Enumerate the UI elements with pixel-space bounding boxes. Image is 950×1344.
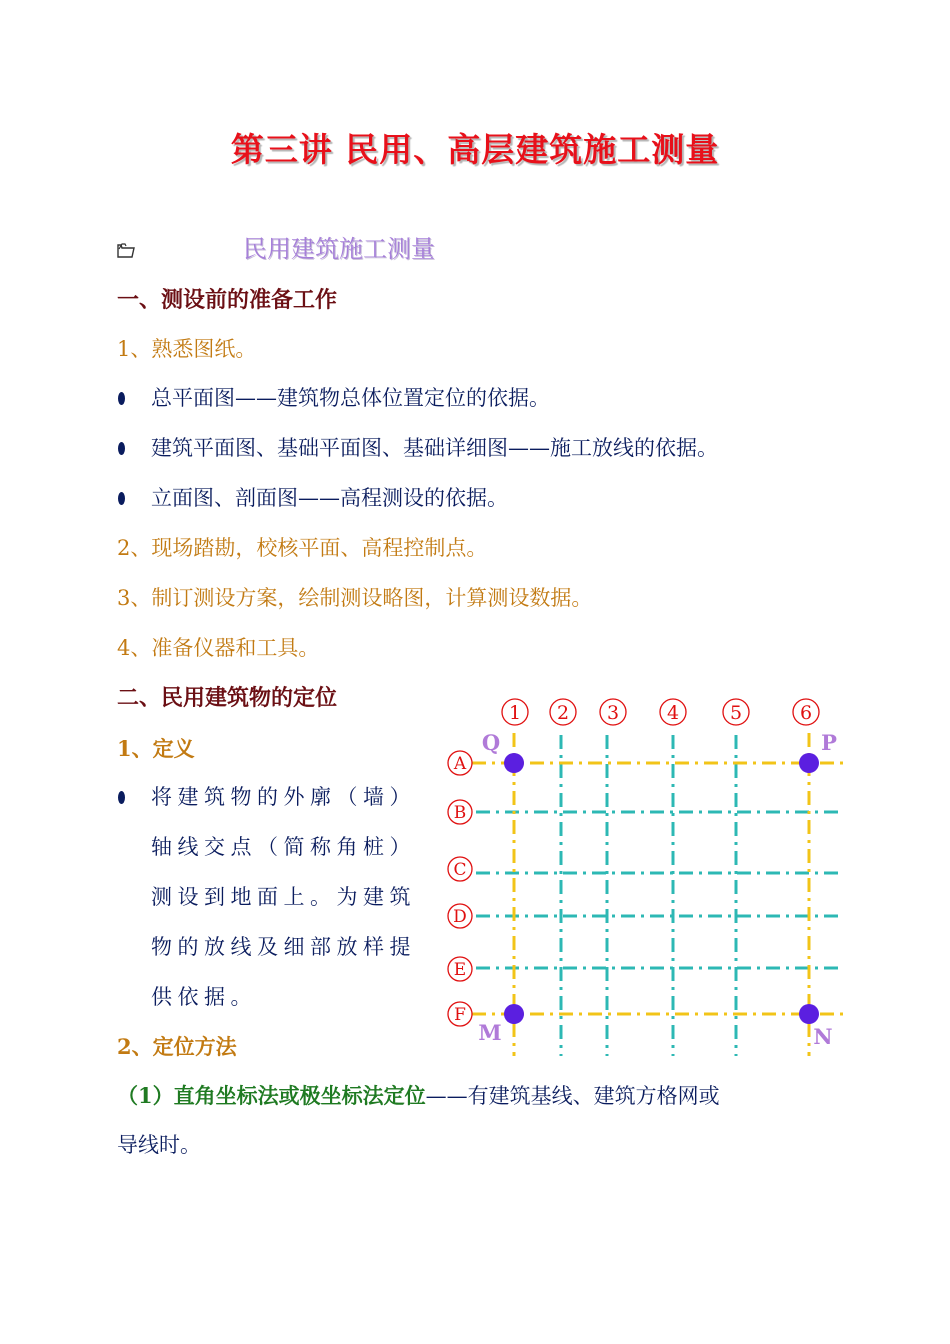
corner-point-marker [504, 753, 524, 773]
column-label: 6 [799, 702, 813, 724]
item-1: 1、熟悉图纸。 [117, 337, 257, 361]
row-label: C [453, 860, 467, 880]
grid-lines [472, 733, 846, 1056]
corner-label: P [821, 730, 837, 755]
section-title: 民用建筑施工测量 [243, 235, 435, 263]
corner-label: Q [481, 730, 501, 755]
corner-point-marker [799, 753, 819, 773]
definition-line: 物的放线及细部放样提 [151, 935, 416, 959]
bullet-dot [118, 791, 125, 804]
row-label: D [453, 907, 467, 927]
bullet-dot [118, 392, 125, 405]
definition-line: 测设到地面上。为建筑 [151, 885, 416, 909]
corner-points [504, 753, 819, 1024]
bullet-item: 立面图、剖面图——高程测设的依据。 [151, 486, 508, 510]
bullet-dot [118, 442, 125, 455]
subheading-method: 2、定位方法 [117, 1034, 237, 1059]
corner-point-marker [504, 1004, 524, 1024]
item-2: 2、现场踏勘，校核平面、高程控制点。 [117, 536, 488, 560]
column-label: 1 [508, 702, 522, 724]
axis-grid-diagram [440, 690, 860, 1070]
row-label: B [453, 803, 467, 823]
item-3: 3、制订测设方案，绘制测设略图，计算测设数据。 [117, 586, 593, 610]
bullet-item: 建筑平面图、基础平面图、基础详细图——施工放线的依据。 [151, 436, 718, 460]
row-label: A [453, 754, 467, 774]
corner-label: M [478, 1020, 502, 1045]
definition-line: 将建筑物的外廓（墙） [151, 785, 416, 809]
item-4: 4、准备仪器和工具。 [117, 636, 320, 660]
page-title: 第三讲 民用、高层建筑施工测量 [230, 130, 720, 169]
row-label: E [453, 960, 467, 980]
method-line-2: 导线时。 [117, 1133, 201, 1157]
definition-line: 轴线交点（简称角桩） [151, 835, 416, 859]
method-description: ——有建筑基线、建筑方格网或 [425, 1084, 720, 1108]
bullet-dot [118, 492, 125, 505]
column-label: 2 [556, 702, 570, 724]
heading-positioning: 二、民用建筑物的定位 [117, 685, 338, 711]
method-label: （1）直角坐标法或极坐标法定位 [117, 1083, 426, 1108]
heading-preparation: 一、测设前的准备工作 [117, 287, 338, 313]
corner-point-marker [799, 1004, 819, 1024]
folder-icon [116, 240, 136, 260]
row-label: F [454, 1005, 466, 1025]
definition-line: 供依据。 [151, 985, 257, 1009]
column-label: 4 [666, 702, 680, 724]
column-label: 3 [606, 702, 620, 724]
bullet-item: 总平面图——建筑物总体位置定位的依据。 [151, 386, 550, 410]
column-label: 5 [729, 702, 743, 724]
method-line [117, 1085, 720, 1107]
subheading-definition: 1、定义 [117, 736, 195, 761]
corner-label: N [813, 1024, 833, 1049]
